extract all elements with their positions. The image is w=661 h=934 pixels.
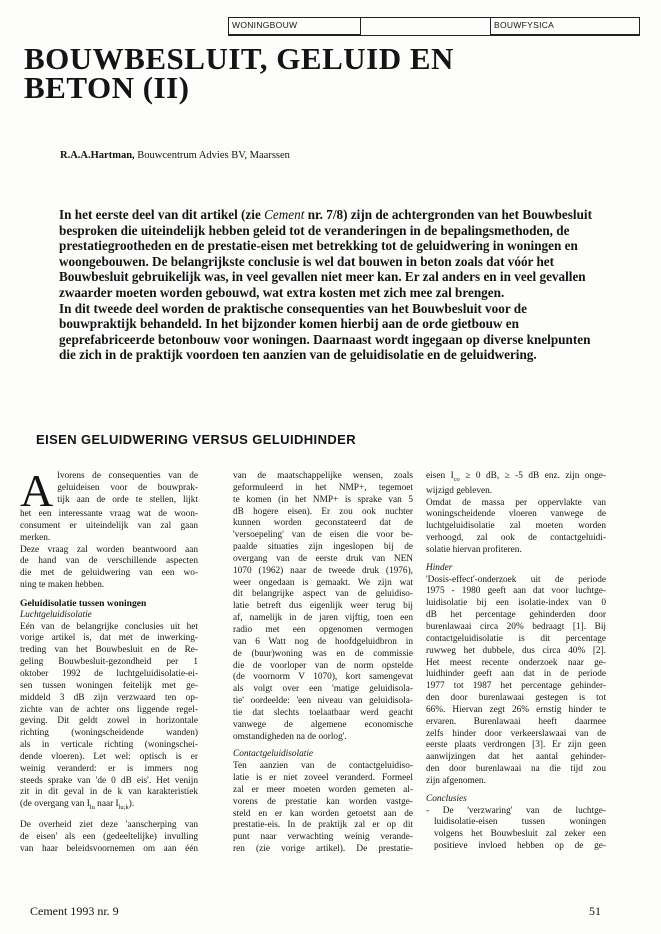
lead-ref-cement: Cement [264,207,305,222]
column-3 [426,471,606,853]
text-line: tie dat slechts toelaatbaar werd geacht [233,707,413,718]
text-line: 1977 tot 1987 het percentage gehinder- [426,681,606,692]
text-line: af, namelijk in de jaren vijftig, toen een [233,613,413,624]
text-line: lvorens de consequenties van de [57,471,198,481]
text-line: zelfs hinder door verkeerslawaai van de [426,728,606,739]
text-line: oktober 1992 de luchtgeluidisolatie-ei- [20,668,198,679]
section-label-left-text: WONINGBOUW [232,20,298,30]
text-line: De overheid ziet deze 'aanscherping van [20,819,198,830]
subheading-hinder: Hinder [426,562,453,573]
section-label-right-text: BOUWFYSICA [494,20,555,30]
text-line: (de voornorm V 1070), kort samengevat [233,672,413,683]
subscript: lu [89,804,95,812]
text-fragment: naar I [94,799,119,810]
text-line: vorens de prestatie kan worden vastge- [233,796,413,807]
text-line: de (buur)woning was en de commissie [233,648,413,659]
lead-p1-end: nr. 7/8) zijn de achtergronden van het Bouwbesluit besproken die uiteindelijk hebben geleid tot de veranderingen in de bepalingsmethoden, de prestatiegrootheden en de prestatie-eisen met betrekking tot de geluidwering in woningen en woongebouwen. De belangrijkste conclusie is wel dat bouwen in beton zoals dat vóór het Bouwbesluit gebruikelijk was, in veel gevallen niet meer kan. Er zal anders en in veel gevallen zwaarder moeten worden gebouwd, wat extra kosten met zich mee zal brengen. [59,207,592,300]
text-line: dende vloeren). Let wel: optisch is er [20,751,198,762]
text-line: middeld 3 dB zijn verzwaard ten op- [20,692,198,703]
text-line: radio met een opgenomen vermogen [233,624,413,635]
text-line: Omdat de massa per oppervlakte van [426,497,606,508]
text-line: zijn afgenomen. [426,775,486,786]
text-line: van de maatschappelijke wensen, zoals [233,471,413,481]
text-line: dB het percentage gehinderden door [426,610,606,621]
author-affiliation: Bouwcentrum Advies BV, Maarssen [134,150,290,161]
column-2 [233,471,413,856]
lead-paragraph-1 [59,207,599,301]
text-line: ning te maken hebben. [20,580,105,591]
column-1 [20,465,198,855]
text-line: luidisolatie-eisen tussen woningen [434,817,606,828]
text-line: aanwijzingen dat het aantal gehinder- [426,752,606,763]
text-line: tie' oordeelde: 'een niveau van geluidisola- [233,696,413,707]
text-line: wijzigd gebleven. [426,485,493,496]
subheading-contactgeluidisolatie: Contactgeluidisolatie [233,749,314,760]
text-line: die de voorloper van de norm opstelde [233,660,413,671]
section-label-right [490,17,640,35]
text-line: prestatie-eis. In de praktijk zal er op dit [233,820,413,831]
text-line: 1975 - 1980 geeft aan dat voor luchtge- [426,586,606,597]
text-line: ervaren. Burenlawaai heeft daarmee [426,716,606,727]
header-bottom-rule [228,35,640,36]
text-line: als in verticale richting (woningschei- [20,740,198,751]
text-line: Ten aanzien van de contactgeluidiso- [233,761,413,772]
text-line: richting (woningscheidende wanden) [20,728,198,739]
text-line: als volgt over een 'matige geluidisola- [233,684,413,695]
text-line: vanwege de algemene economische [233,719,413,730]
author-name: R.A.A.Hartman, [60,150,135,161]
article-lead [59,207,599,363]
text-line: de eisen' als een (gedeeltelijke) invulling [20,831,198,842]
text-line: woningscheidende vloeren vanwege de [426,509,606,520]
text-line: merken. [20,532,51,543]
section-label-left [228,17,361,35]
text-line: weer ongedaan is gemaakt. We zijn wat [233,577,413,588]
text-line: eerste plaats verdrongen [3]. Er zijn geen [426,740,606,751]
text-line: paalde situaties zijn ingeslopen bij de [233,542,413,553]
text-line: vorige artikel is, dat met de inwerking- [20,633,198,644]
text-line: 66%. Hiervan zegt 26% ernstig hinder te [426,704,606,715]
text-line: punt naar verwachting weinig verande- [233,832,413,843]
text-line: 'versoepeling' van de eisen die voor be- [233,530,413,541]
text-line: kunnen worden geconstateerd dat de [233,518,413,529]
text-line: geving. Dit geldt zowel in horizontale [20,716,198,727]
text-line: volgens het Bouwbesluit zal zeker een [434,829,606,840]
text-line: geling Bouwbesluit-gezondheid per 1 [20,657,198,668]
subheading-luchtgeluidisolatie: Luchtgeluidisolatie [20,609,92,620]
text-line: het een interessante vraag wat de woon- [20,509,198,519]
text-line [426,471,606,486]
text-line: te komen (in het NMP+ is sprake van 5 [233,494,413,505]
text-line: Het meest recente onderzoek naar ge- [426,657,606,668]
text-line: de hand van de verschillende aspecten [20,556,198,567]
text-line: den door burenlawaai gestegen is tot [426,693,606,704]
text-line: steld en er kan worden getoetst aan de [233,808,413,819]
text-line: 1070 (1962) naar de tweede druk (1976), [233,565,413,576]
text-line: steeds sprake van 'de 0 dB eis'. Het venijn [20,775,198,786]
lead-paragraph-2: In dit tweede deel worden de praktische consequenties van het Bouwbesluit voor de bouwpraktijk behandeld. In het bijzonder komen hierbij aan de orde gietbouw en geprefabriceerde betonbouw voor woningen. Daarnaast wordt ingegaan op diverse knelpunten die zich in de praktijk voordoen ten aanzien van de geluidisolatie en de geluidwering. [59,300,591,363]
subheading-geluidisolatie: Geluidisolatie tussen woningen [20,597,147,609]
lead-p1-start: In het eerste deel van dit artikel (zie [59,207,265,222]
text-line: treding van het Bouwbesluit en de Re- [20,645,198,656]
text-line: luidisolatie bij een isolatie-index van 0 [426,598,606,609]
text-line: omstandigheden na de oorlog'. [233,731,347,742]
text-line: dit belangrijke aspect van de geluidiso- [233,589,413,600]
title-line-1: BOUWBESLUIT, GELUID EN [24,41,454,76]
text-line: zal er meer moeten worden gemeten al- [233,784,413,795]
text-line: contactgeluidisolatie is dit percentage [426,633,606,644]
article-title [24,41,584,105]
text-line: die met de geluidwering van een wo- [20,568,198,579]
text-line: burenlawaai circa 20% bedraagt [1]. Bij [426,621,606,632]
subscript: co [453,475,460,483]
text-fragment: eisen I [426,471,454,481]
text-line: sen tussen woningen feitelijk met ge- [20,680,198,691]
subscript: lu;k [118,804,129,812]
text-line: geluideisen voor de bouwprak- [57,482,198,493]
page-number: 51 [589,904,601,918]
title-line-2: BETON (II) [24,70,190,105]
text-line: solatie hiervan profiteren. [426,544,522,555]
text-fragment: ≥ 0 dB, ≥ -5 dB enz. zijn onge- [459,471,606,481]
section-heading: EISEN GELUIDWERING VERSUS GELUIDHINDER [36,432,357,447]
text-line: weinig veranderd: er is immers nog [20,763,198,774]
text-line: van 6 Watt nog de hoofdgeluidbron in [233,636,413,647]
text-line: geformuleerd in het NMP+, tegemoet [233,482,413,493]
text-line: dB hogere eisen). Er zou ook nuchter [233,506,413,517]
author-line [60,150,290,161]
text-line: Eén van de belangrijke conclusies uit het [20,621,198,632]
text-line: positieve invloed hebben op de ge- [434,841,606,852]
text-line: luidhinder geeft aan dat in de periode [426,669,606,680]
drop-cap: A [20,465,54,516]
text-line: verhoogd, zal ook de contactgeluidi- [426,533,606,544]
text-line: van haar beleidsvoornemen om aan één [20,843,198,854]
text-fragment: ). [128,799,135,810]
text-line: - De 'verzwaring' van de luchtge- [426,805,606,816]
text-fragment: (de overgang van I [20,799,90,810]
text-line [20,799,198,814]
text-line: consument er uiteindelijk van zal gaan [20,520,198,531]
text-line: tijk aan de orde te stellen, lijkt [57,494,198,505]
text-line: ren (zie vorige artikel). De prestatie- [233,844,413,855]
text-line: Deze vraag zal worden beantwoord aan [20,544,198,555]
footer-journal: Cement 1993 nr. 9 [30,904,119,918]
subheading-conclusies: Conclusies [426,793,467,804]
text-line: zit in dit geval in de k van karakteristiek [20,787,198,798]
text-line: ruwweg het dubbele, dus circa 40% [2]. [426,645,606,656]
text-line: luchtgeluidisolatie zal moeten worden [426,521,606,532]
text-line: zichte van de achter ons liggende regel- [20,704,198,715]
text-line: latie is er niet zoveel veranderd. Formeel [233,773,413,784]
text-line: overgang van de eerste druk van NEN [233,553,413,564]
text-line: latie betreft dus eigenlijk weer terug bij [233,601,413,612]
text-line: 'Dosis-effect'-onderzoek uit de periode [426,574,606,585]
text-line: den door burenlawaai na die tijd zou [426,764,606,775]
